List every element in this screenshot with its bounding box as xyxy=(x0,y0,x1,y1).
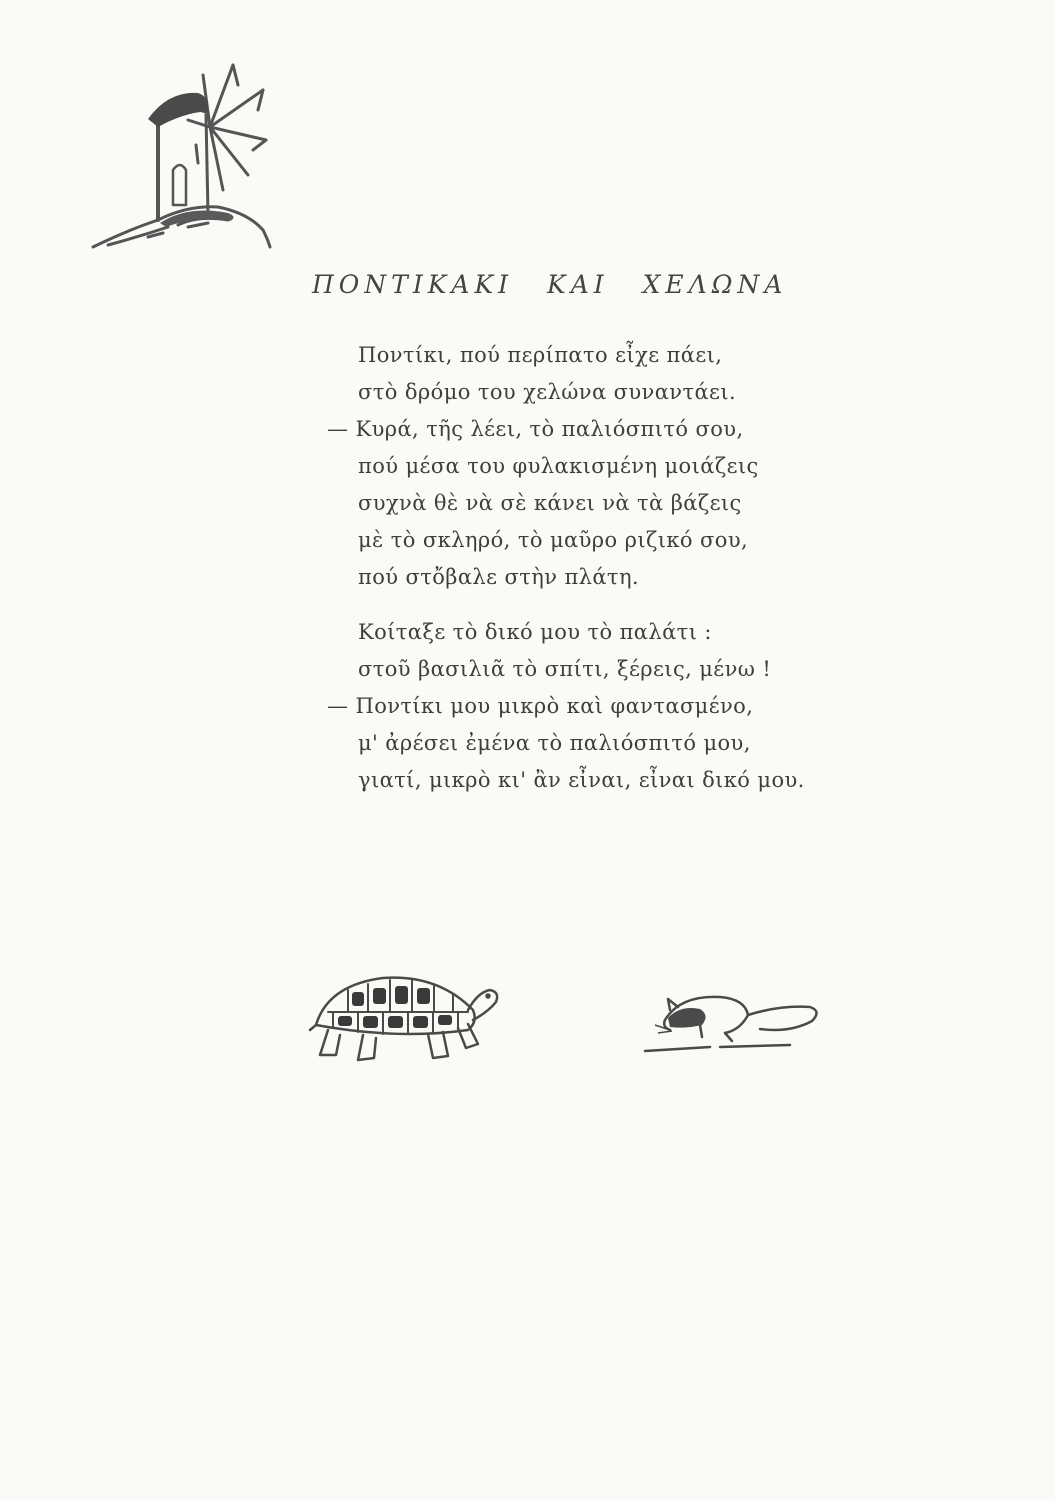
poem-line: στοῦ βασιλιᾶ τὸ σπίτι, ξέρεις, μένω ! xyxy=(358,657,772,681)
title-word: ΧΕΛΩΝΑ xyxy=(642,270,788,299)
poem-line: συχνὰ θὲ νὰ σὲ κάνει νὰ τὰ βάζεις xyxy=(358,491,742,515)
title-word: ΚΑΙ xyxy=(547,270,609,299)
poem-line: Κοίταξε τὸ δικό μου τὸ παλάτι : xyxy=(358,620,712,644)
poem-line: πού στὄβαλε στὴν πλάτη. xyxy=(358,565,640,589)
poem-line: μὲ τὸ σκληρό, τὸ μαῦρο ριζικό σου, xyxy=(358,528,749,552)
windmill-icon xyxy=(88,55,288,265)
title-word: ΠΟΝΤΙΚΑΚΙ xyxy=(312,270,514,299)
poem-line: Ποντίκι, πού περίπατο εἶχε πάει, xyxy=(358,343,723,367)
poem-line: στὸ δρόμο του χελώνα συναντάει. xyxy=(358,380,737,404)
turtle-icon xyxy=(308,960,503,1070)
poem-line: μ' ἀρέσει ἐμένα τὸ παλιόσπιτό μου, xyxy=(358,731,751,755)
poem-line: γιατί, μικρὸ κι' ἂν εἶναι, εἶναι δικό μου. xyxy=(358,768,805,792)
poem-title xyxy=(312,270,842,299)
mouse-icon xyxy=(640,985,825,1055)
poem-line: — Κυρά, τῆς λέει, τὸ παλιόσπιτό σου, xyxy=(327,417,744,441)
poem-line: — Ποντίκι μου μικρὸ καὶ φαντασμένο, xyxy=(327,694,754,718)
poem-line: πού μέσα του φυλακισμένη μοιάζεις xyxy=(358,454,759,478)
